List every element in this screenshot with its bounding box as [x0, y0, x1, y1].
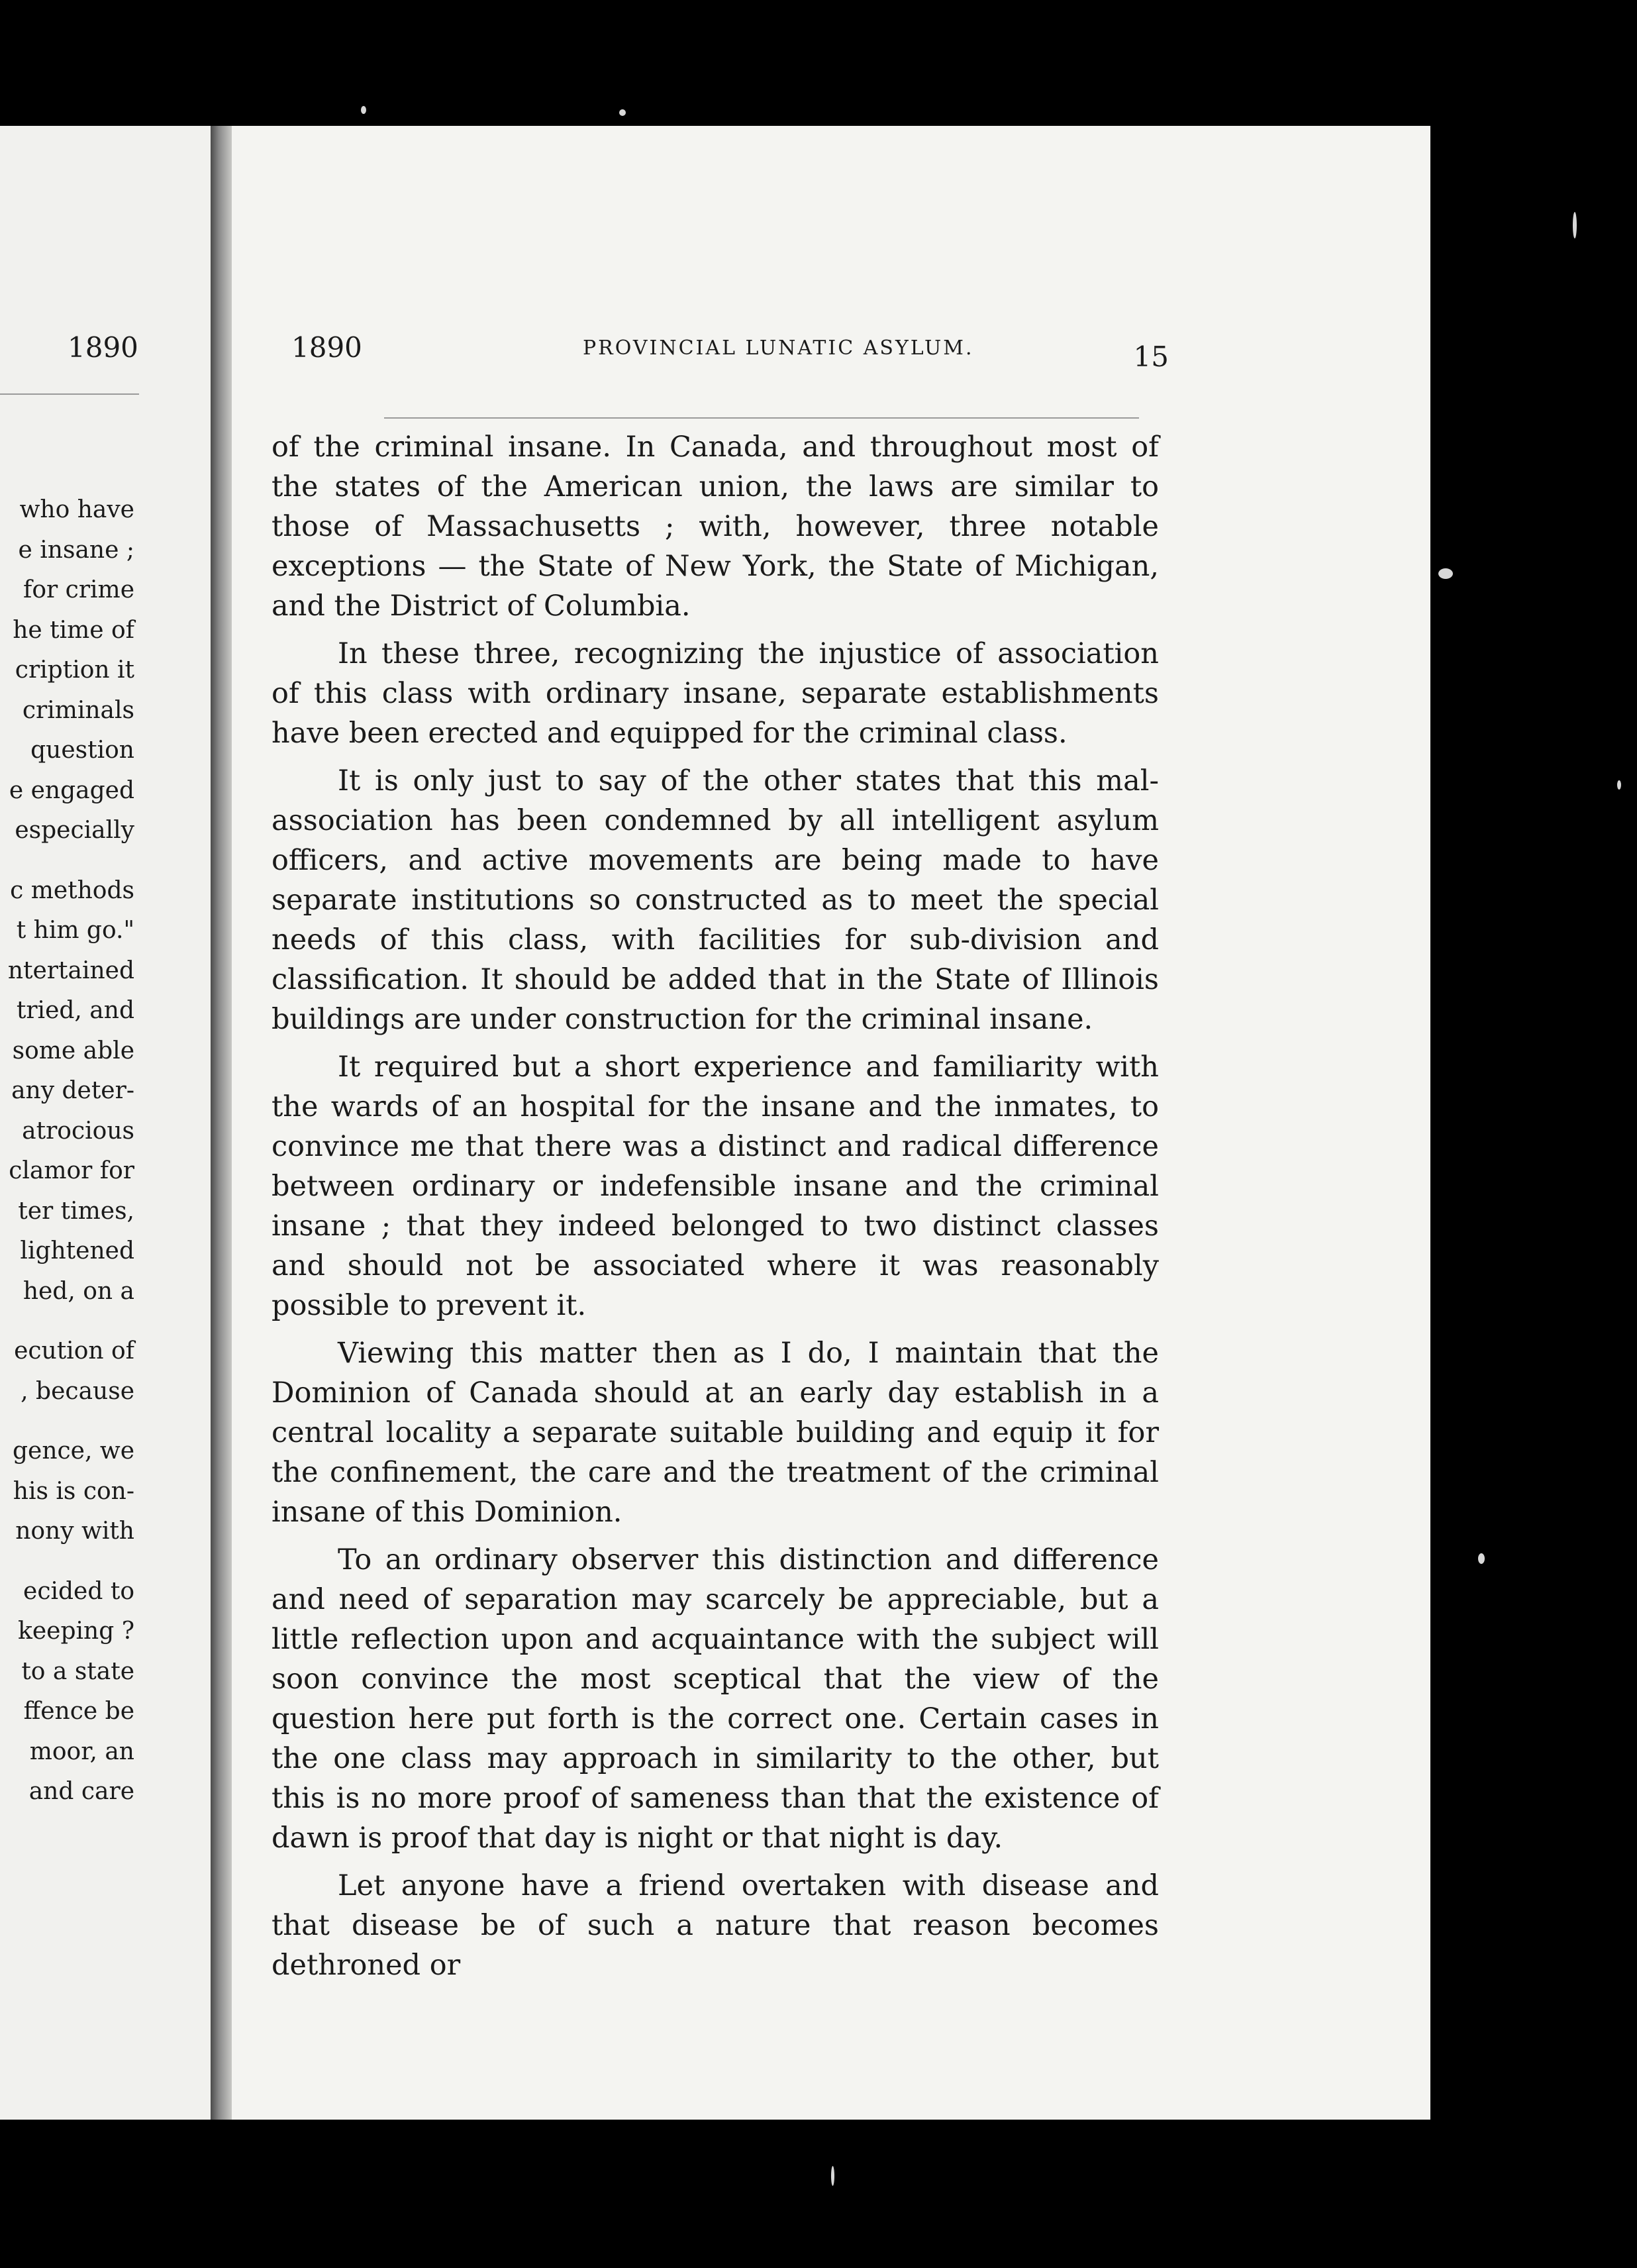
left-line: e engaged — [9, 776, 134, 804]
paragraph: Viewing this matter then as I do, I maintain that the Dominion of Canada should at an early day establish in a central locality a separate suitable building and equip it for the confinement, the care and the treatment of the criminal insane of this Dominion. — [272, 1337, 1159, 1529]
left-line: some able — [12, 1037, 134, 1064]
left-page-text — [8, 490, 134, 1812]
left-line: ter times, — [18, 1197, 134, 1225]
left-line: gence, we — [12, 1437, 134, 1465]
dust-speck — [619, 109, 626, 116]
book-gutter — [211, 126, 232, 2120]
page-number: 15 — [1133, 340, 1169, 373]
left-line: for crime — [23, 576, 134, 603]
paragraph: Let anyone have a friend overtaken with disease and that disease be of such a nature that reason becomes dethroned or — [272, 1869, 1159, 1982]
left-line: his is con- — [13, 1477, 134, 1505]
left-line: c methods — [10, 876, 134, 904]
left-line: hed, on a — [23, 1277, 134, 1305]
paragraph: of the criminal insane. In Canada, and throughout most of the states of the American union, the laws are similar to those of Massachusetts ; with, however, three notable exceptions — the State of New York, the State of Michigan, and the District of Columbia. — [272, 431, 1159, 623]
left-page — [0, 126, 211, 2120]
left-line: ffence be — [23, 1698, 134, 1725]
dust-speck — [831, 2166, 834, 2186]
dust-speck — [361, 106, 366, 114]
running-title: PROVINCIAL LUNATIC ASYLUM. — [583, 336, 974, 360]
left-header-rule — [0, 393, 139, 395]
left-gap — [8, 1552, 134, 1572]
left-gap — [8, 1412, 134, 1431]
left-gap — [8, 1312, 134, 1331]
left-line: tried, and — [16, 997, 134, 1024]
dust-speck — [1478, 1553, 1485, 1564]
dust-speck — [1573, 212, 1577, 238]
header-rule — [384, 417, 1139, 419]
left-line: cription it — [15, 656, 134, 684]
body-text — [272, 427, 1159, 1993]
dust-speck — [1438, 568, 1453, 579]
paragraph: It is only just to say of the other states that this mal-association has been condemned by all intelligent asylum officers, and active movements are being made to have separate institutions so constructed as to meet the special needs of this class, with facilities for sub-division and classification. It should be added that in the State of Illinois buildings are under construction for the criminal insane. — [272, 764, 1159, 1036]
left-line: atrocious — [22, 1117, 134, 1145]
left-gap — [8, 851, 134, 871]
page-header — [291, 331, 1169, 378]
left-page-year: 1890 — [68, 331, 138, 364]
right-page — [232, 126, 1430, 2120]
left-line: nony with — [15, 1518, 134, 1545]
paragraph: In these three, recognizing the injustice of association of this class with ordinary insane, separate establishments have been erected and equipped for the criminal class. — [272, 637, 1159, 750]
left-line: to a state — [21, 1657, 134, 1685]
paragraph: To an ordinary observer this distinction and difference and need of separation may scarcely be appreciable, but a little reflection upon and acquaintance with the subject will soon convince the most sceptical that the view of the question here put forth is the correct one. Certain cases in the one class may approach in similarity to the other, but this is no more proof of sameness than that the existence of dawn is proof that day is night or that night is day. — [272, 1543, 1159, 1855]
left-line: and care — [28, 1778, 134, 1805]
left-line: question — [30, 737, 134, 764]
left-line: lightened — [20, 1237, 134, 1264]
paragraph: It required but a short experience and familiarity with the wards of an hospital for the insane and the inmates, to convince me that there was a distinct and radical difference between ordinary or indefensible insane and the criminal insane ; that they indeed belonged to two distinct classes and should not be associated where it was reasonably possible to prevent it. — [272, 1051, 1159, 1322]
left-line: keeping ? — [18, 1618, 134, 1645]
left-line: moor, an — [29, 1737, 134, 1765]
left-line: , because — [21, 1377, 134, 1405]
left-line: clamor for — [9, 1157, 134, 1184]
dust-speck — [1617, 780, 1621, 790]
left-line: any deter- — [11, 1077, 134, 1104]
left-line: criminals — [22, 696, 134, 724]
left-line: ecution of — [14, 1337, 134, 1365]
left-line: ntertained — [7, 956, 134, 984]
page-year: 1890 — [291, 331, 362, 364]
left-line: t him go." — [16, 917, 134, 944]
left-line: ecided to — [23, 1577, 134, 1605]
left-line: e insane ; — [18, 536, 134, 564]
left-line: who have — [19, 496, 134, 523]
left-line: especially — [15, 817, 134, 844]
left-line: he time of — [13, 616, 134, 644]
